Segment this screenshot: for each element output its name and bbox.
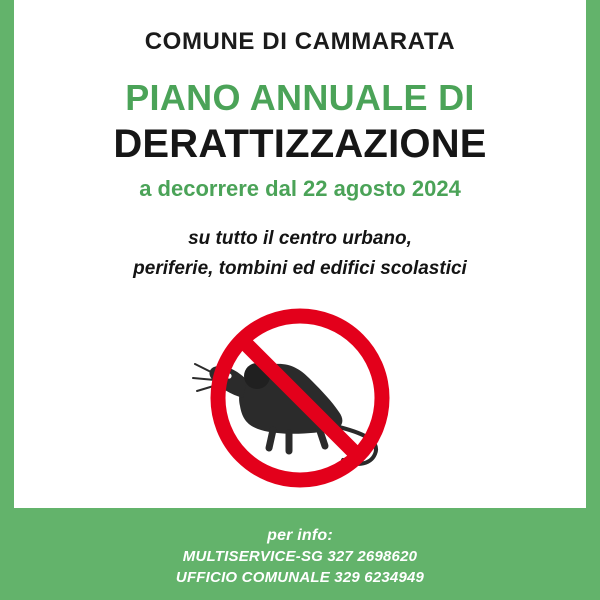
organization-name: COMUNE DI CAMMARATA (144, 28, 456, 55)
subtitle-start-date: a decorrere dal 22 agosto 2024 (139, 176, 461, 201)
no-rats-prohibition-icon (185, 294, 415, 494)
footer-info-label: per info: (267, 526, 333, 544)
footer-contact-band (0, 508, 600, 600)
footer-contact-1: MULTISERVICE-SG 327 2698620 (182, 547, 418, 565)
title-line-1: PIANO ANNUALE DI (125, 77, 475, 118)
poster-content (14, 0, 586, 508)
description-line-2: periferie, tombini ed edifici scolastici (133, 258, 467, 279)
footer-contact-2: UFFICIO COMUNALE 329 6234949 (175, 568, 425, 586)
description (133, 224, 467, 284)
title-line-2: DERATTIZZAZIONE (113, 122, 487, 166)
description-line-1: su tutto il centro urbano, (188, 228, 412, 249)
